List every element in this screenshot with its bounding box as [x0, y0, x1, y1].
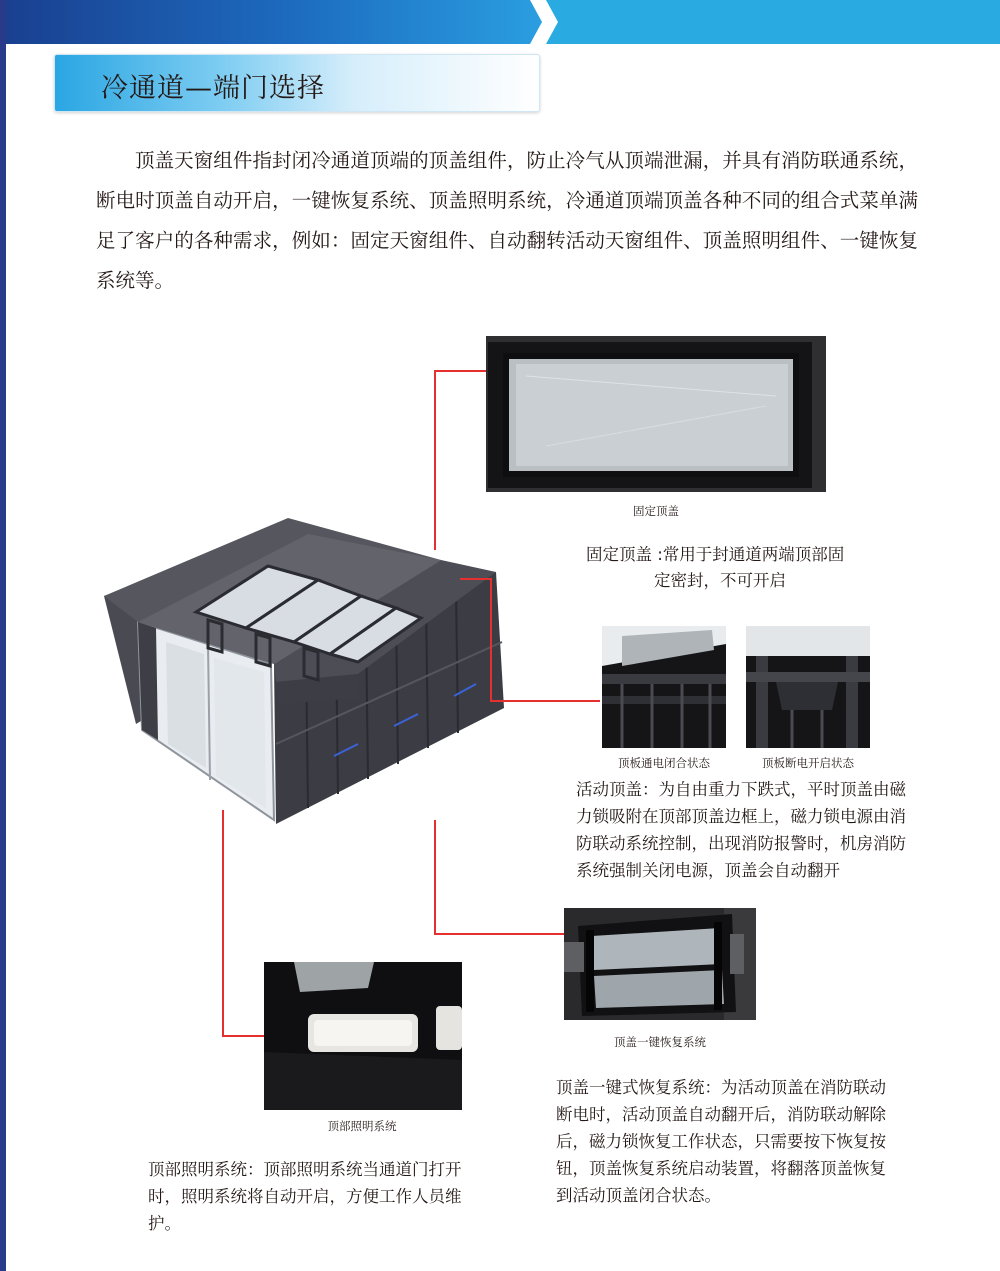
active-cover-open-caption: 顶板断电开启状态	[762, 756, 854, 770]
connector-line-active-v	[490, 578, 492, 700]
fixed-cover-description-line2: 定密封，不可开启	[654, 571, 786, 590]
intro-paragraph: 顶盖天窗组件指封闭冷通道顶端的顶盖组件，防止冷气从顶端泄漏，并具有消防联通系统，断电时顶盖自动开启，一键恢复系统、顶盖照明系统，冷通道顶端顶盖各种不同的组合式菜单满足了客户的各种需求，例如：固定天窗组件、自动翻转活动天窗组件、顶盖照明组件、一键恢复系统等。	[96, 149, 918, 292]
connector-line-active-h2	[490, 700, 600, 702]
active-cover-description: 活动顶盖：为自由重力下跌式，平时顶盖由磁力锁吸附在顶部顶盖边框上，磁力锁电源由消防联动系统控制，出现消防报警时，机房消防系统强制关闭电源，顶盖会自动翻开	[576, 780, 906, 880]
active-cover-closed-photo	[602, 626, 726, 748]
section-title-box	[54, 54, 540, 112]
connector-line-recovery-v	[434, 820, 436, 934]
active-cover-closed-caption: 顶板通电闭合状态	[618, 756, 710, 770]
top-lighting-caption: 顶部照明系统	[327, 1119, 397, 1133]
connector-line-lighting-v	[222, 810, 224, 1036]
cold-aisle-product-render	[96, 512, 536, 862]
recovery-system-description: 顶盖一键式恢复系统：为活动顶盖在消防联动断电时，活动顶盖自动翻开后，消防联动解除后，磁力锁恢复工作状态，只需要按下恢复按钮，顶盖恢复系统启动装置，将翻落顶盖恢复到活动顶盖闭合状态。	[556, 1078, 886, 1205]
connector-line-active-h1	[460, 578, 492, 580]
connector-line-fixed-v	[434, 370, 436, 550]
left-margin-rule	[0, 0, 6, 1271]
connector-line-recovery-h	[434, 933, 564, 935]
fixed-cover-caption: 固定顶盖	[633, 504, 679, 518]
top-lighting-description: 顶部照明系统：顶部照明系统当通道门打开时，照明系统将自动开启，方便工作人员维护。	[148, 1160, 462, 1233]
section-title: 冷通道—端门选择	[101, 73, 325, 104]
active-cover-open-photo	[746, 626, 870, 748]
fixed-cover-photo	[486, 336, 826, 492]
recovery-system-caption: 顶盖一键恢复系统	[614, 1035, 706, 1049]
top-banner	[0, 0, 1000, 44]
recovery-system-photo	[564, 908, 756, 1020]
fixed-cover-description-line1: 固定顶盖 :常用于封通道两端顶部固	[586, 545, 845, 564]
connector-line-lighting-h	[222, 1035, 264, 1037]
connector-line-fixed-h	[434, 370, 486, 372]
top-lighting-photo	[264, 962, 462, 1110]
